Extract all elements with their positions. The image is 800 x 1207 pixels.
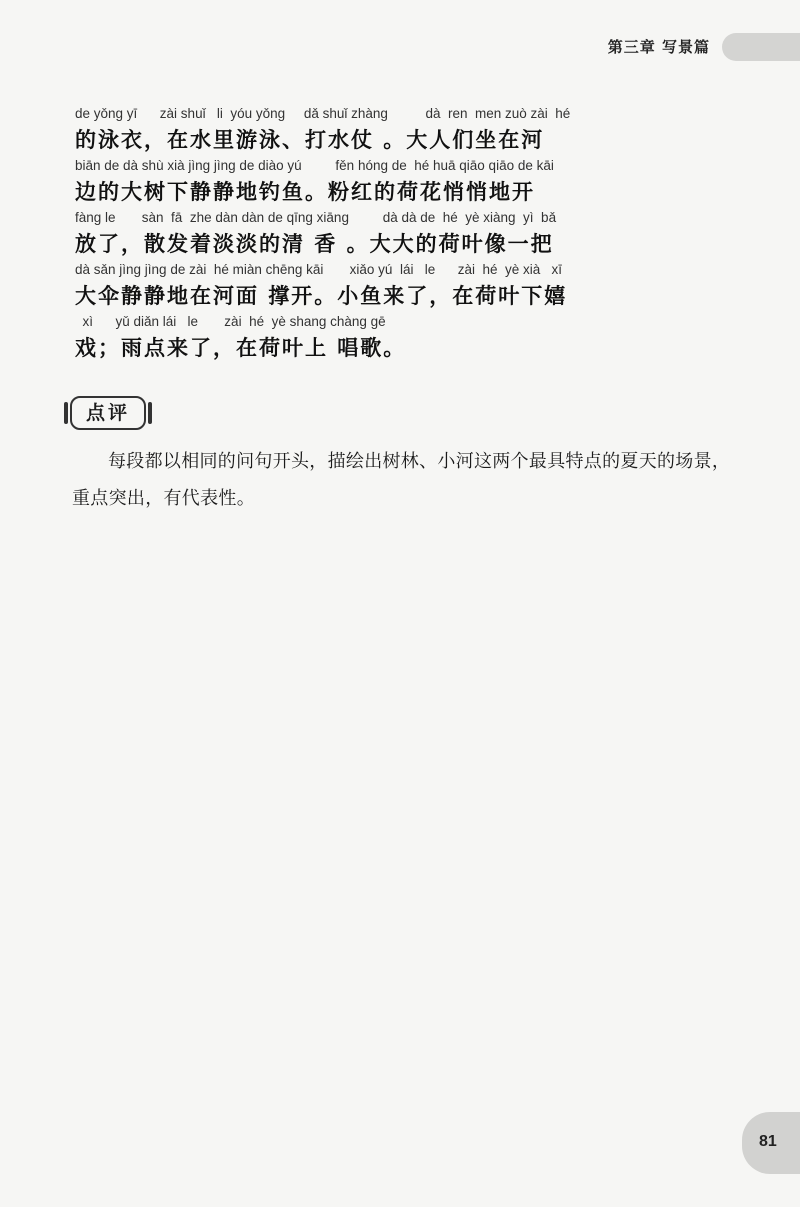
- text-line: [75, 262, 725, 314]
- text-line: [75, 210, 725, 262]
- pinyin-text-block: [75, 106, 725, 366]
- hanzi-line: 的泳衣，在水里游泳、打水仗 。大人们坐在河: [75, 128, 545, 152]
- chapter-header: 第三章 写景篇: [607, 38, 710, 56]
- pinyin-line: dà sǎn jìng jìng de zài hé miàn chēng kāi xiǎo yú lái le zài hé yè xià xī: [75, 262, 563, 277]
- hanzi-line: 边的大树下静静地钓鱼。粉红的荷花悄悄地开: [75, 180, 535, 204]
- text-line: [75, 106, 725, 158]
- pinyin-line: de yǒng yī zài shuǐ li yóu yǒng dǎ shuǐ zhàng dà ren men zuò zài hé: [75, 106, 571, 121]
- pinyin-line: biān de dà shù xià jìng jìng de diào yú fěn hóng de hé huā qiāo qiāo de kāi: [75, 158, 554, 173]
- hanzi-line: 戏；雨点来了，在荷叶上 唱歌。: [75, 336, 407, 360]
- page-number: 81: [759, 1133, 777, 1150]
- text-line: [75, 158, 725, 210]
- header-tab-decoration: [722, 33, 800, 61]
- text-line: [75, 314, 725, 366]
- comment-paragraph: 每段都以相同的问句开头，描绘出树林、小河这两个最具特点的夏天的场景，重点突出，有代表性。: [72, 451, 731, 509]
- hanzi-line: 大伞静静地在河面 撑开。小鱼来了，在荷叶下嬉: [75, 284, 568, 308]
- pinyin-line: fàng le sàn fā zhe dàn dàn de qīng xiāng dà dà de hé yè xiàng yì bǎ: [75, 210, 557, 225]
- hanzi-line: 放了，散发着淡淡的清 香 。大大的荷叶像一把: [75, 232, 554, 256]
- pinyin-line: xì yǔ diǎn lái le zài hé yè shang chàng gē: [75, 314, 386, 329]
- comment-label: 点评: [70, 396, 146, 430]
